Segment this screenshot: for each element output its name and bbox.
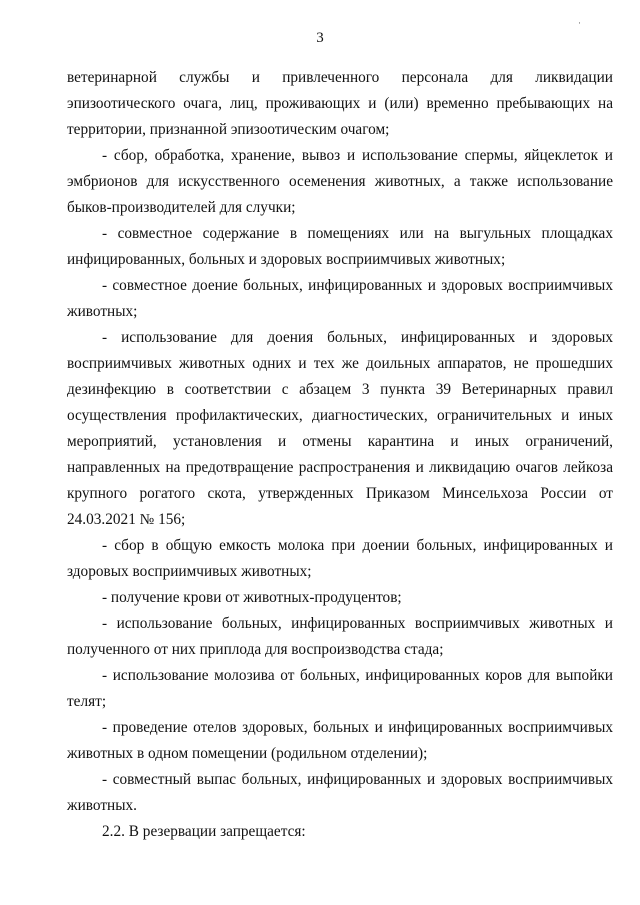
page-number: 3 — [316, 30, 324, 46]
corner-mark: · — [578, 18, 581, 28]
paragraph-item: - использование молозива от больных, инфицированных коров для выпойки телят; — [67, 667, 613, 710]
section-heading: 2.2. В резервации запрещается: — [102, 823, 306, 840]
paragraph-item: - использование для доения больных, инфицированных и здоровых восприимчивых животных одних и тех же доильных аппаратов, не прошедших дезинфекцию в соответствии с абзацем 3 пункта 39 Ветеринарных правил осуществления профилактических, диагностических, ограничительных и иных мероприятий, установления и отмены карантина и иных ограничений, направленных на предотвращение распространения и ликвидацию очагов лейкоза крупного рогатого скота, утвержденных Приказом Минсельхоза России от 24.03.2021 № 156; — [67, 329, 613, 528]
paragraph-item: - совместный выпас больных, инфицированных и здоровых восприимчивых животных. — [67, 771, 613, 814]
paragraph-item: - сбор в общую емкость молока при доении больных, инфицированных и здоровых восприимчивых животных; — [67, 537, 613, 580]
paragraph-item: - использование больных, инфицированных восприимчивых животных и полученного от них приплода для воспроизводства стада; — [67, 615, 613, 658]
document-body — [67, 65, 613, 845]
paragraph-item: - совместное доение больных, инфицированных и здоровых восприимчивых животных; — [67, 277, 613, 320]
paragraph-item: - сбор, обработка, хранение, вывоз и использование спермы, яйцеклеток и эмбрионов для искусственного осеменения животных, а также использование быков-производителей для случки; — [67, 147, 613, 216]
paragraph-item: - совместное содержание в помещениях или на выгульных площадках инфицированных, больных и здоровых восприимчивых животных; — [67, 225, 613, 268]
paragraph-item: - проведение отелов здоровых, больных и инфицированных восприимчивых животных в одном помещении (родильном отделении); — [67, 719, 613, 762]
paragraph-continuation: ветеринарной службы и привлеченного персонала для ликвидации эпизоотического очага, лиц, проживающих и (или) временно пребывающих на территории, признанной эпизоотическим очагом; — [67, 69, 613, 138]
paragraph-item: - получение крови от животных-продуцентов; — [102, 589, 402, 606]
